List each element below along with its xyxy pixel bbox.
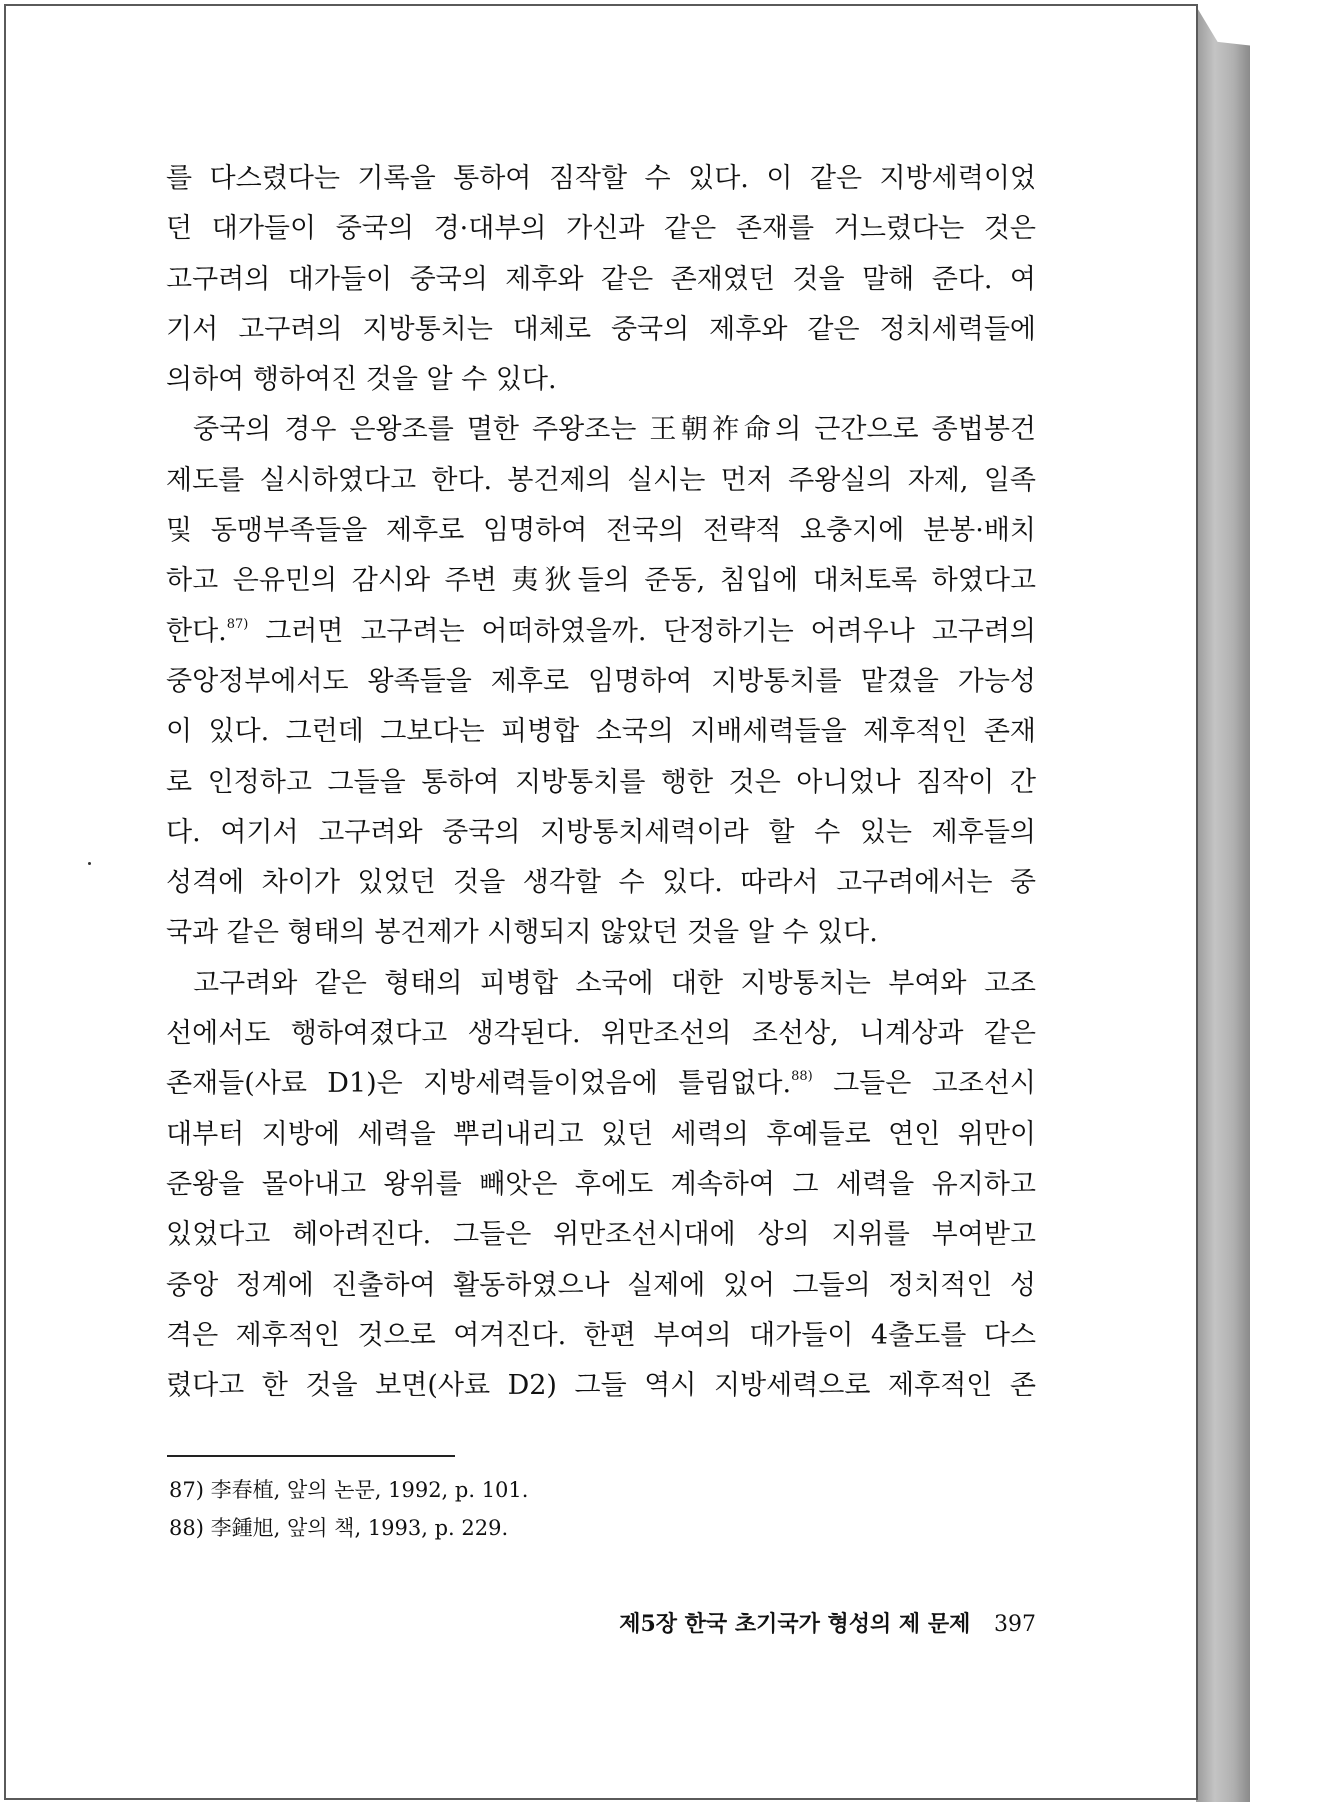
- text-line-content: 던 대가들이 중국의 경·대부의 가신과 같은 존재를 거느렸다는 것은: [166, 213, 1036, 245]
- text-line: [166, 355, 1036, 405]
- text-line: [166, 305, 1036, 355]
- text-line: [166, 1160, 1036, 1210]
- text-line-content: 하고 은유민의 감시와 주변 夷狄들의 준동, 침입에 대처토록 하였다고: [166, 565, 1036, 597]
- text-line: [166, 556, 1036, 606]
- text-line: [166, 506, 1036, 556]
- footnote-separator: [167, 1455, 455, 1457]
- scan-speck: [88, 862, 91, 865]
- text-line: [166, 1261, 1036, 1311]
- text-line: [166, 1210, 1036, 1260]
- text-line: [166, 1361, 1036, 1411]
- text-line: [166, 707, 1036, 757]
- footnote: 88) 李鍾旭, 앞의 책, 1993, p. 229.: [169, 1516, 509, 1540]
- footnote-reference: 88): [791, 1069, 813, 1085]
- text-line-content: 제도를 실시하였다고 한다. 봉건제의 실시는 먼저 주왕실의 자제, 일족: [166, 464, 1036, 496]
- text-line-content: 를 다스렸다는 기록을 통하여 짐작할 수 있다. 이 같은 지방세력이었: [166, 163, 1036, 194]
- text-line-content: 대부터 지방에 세력을 뿌리내리고 있던 세력의 후예들로 연인 위만이: [166, 1118, 1036, 1150]
- text-line-content: 다. 여기서 고구려와 중국의 지방통치세력이라 할 수 있는 제후들의: [166, 816, 1036, 848]
- footnotes: [169, 1471, 528, 1547]
- text-line: [166, 758, 1036, 808]
- running-footer: [586, 1607, 1036, 1638]
- page-number: 397: [994, 1612, 1036, 1637]
- text-line-content: 국과 같은 형태의 봉건제가 시행되지 않았던 것을 알 수 있다.: [166, 917, 878, 949]
- text-line-content: 중앙 정계에 진출하여 활동하였으나 실제에 있어 그들의 정치적인 성: [166, 1269, 1036, 1301]
- text-line-content: 격은 제후적인 것으로 여겨진다. 한편 부여의 대가들이 4출도를 다스: [166, 1319, 1036, 1351]
- text-line: [166, 908, 1036, 958]
- text-line: [166, 154, 1036, 204]
- page-edge-shadow: [1196, 6, 1250, 1802]
- text-line-content: 렸다고 한 것을 보면(사료 D2) 그들 역시 지방세력으로 제후적인 존: [166, 1370, 1036, 1402]
- text-line-content: 및 동맹부족들을 제후로 임명하여 전국의 전략적 요충지에 분봉·배치: [166, 515, 1036, 547]
- text-line-content: 기서 고구려의 지방통치는 대체로 중국의 제후와 같은 정치세력들에: [166, 313, 1036, 345]
- text-line: [166, 255, 1036, 305]
- text-line-content: 존재들(사료 D1)은 지방세력들이었음에 틀림없다.: [166, 1068, 792, 1100]
- chapter-title: 제5장 한국 초기국가 형성의 제 문제: [619, 1611, 971, 1637]
- text-line: [166, 1009, 1036, 1059]
- text-line: [166, 808, 1036, 858]
- text-line-continuation: 그들은 고조선시: [812, 1068, 1036, 1100]
- text-line: [166, 405, 1036, 455]
- text-line: [166, 607, 1036, 657]
- text-line-content: 선에서도 행하여졌다고 생각된다. 위만조선의 조선상, 니계상과 같은: [166, 1018, 1036, 1050]
- text-line-content: 고구려와 같은 형태의 피병합 소국에 대한 지방통치는 부여와 고조: [193, 967, 1036, 999]
- text-line: [166, 858, 1036, 908]
- text-line-content: 고구려의 대가들이 중국의 제후와 같은 존재였던 것을 말해 준다. 여: [166, 263, 1036, 295]
- text-line: [166, 1110, 1036, 1160]
- text-line: [166, 657, 1036, 707]
- text-line-content: 성격에 차이가 있었던 것을 생각할 수 있다. 따라서 고구려에서는 중: [166, 867, 1036, 899]
- text-line-content: 한다.: [166, 615, 227, 647]
- text-line: [166, 1311, 1036, 1361]
- text-line: [166, 204, 1036, 254]
- book-page: [4, 4, 1198, 1800]
- body-text: [166, 154, 1036, 1411]
- text-line-content: 로 인정하고 그들을 통하여 지방통치를 행한 것은 아니었나 짐작이 간: [166, 766, 1036, 798]
- text-line-content: 준왕을 몰아내고 왕위를 빼앗은 후에도 계속하여 그 세력을 유지하고: [166, 1168, 1036, 1200]
- text-line-content: 있었다고 헤아려진다. 그들은 위만조선시대에 상의 지위를 부여받고: [166, 1219, 1036, 1251]
- text-line: [166, 456, 1036, 506]
- text-line-content: 중국의 경우 은왕조를 멸한 주왕조는 王朝祚命의 근간으로 종법봉건: [193, 414, 1036, 446]
- footnote: 87) 李春植, 앞의 논문, 1992, p. 101.: [169, 1478, 529, 1502]
- text-line-continuation: 그러면 고구려는 어떠하였을까. 단정하기는 어려우나 고구려의: [248, 615, 1036, 647]
- text-line-content: 의하여 행하여진 것을 알 수 있다.: [166, 364, 557, 396]
- text-line: [166, 959, 1036, 1009]
- footnote-reference: 87): [226, 616, 249, 632]
- text-line-content: 중앙정부에서도 왕족들을 제후로 임명하여 지방통치를 맡겼을 가능성: [166, 665, 1036, 697]
- text-line-content: 이 있다. 그런데 그보다는 피병합 소국의 지배세력들을 제후적인 존재: [166, 716, 1036, 748]
- text-line: [166, 1059, 1036, 1109]
